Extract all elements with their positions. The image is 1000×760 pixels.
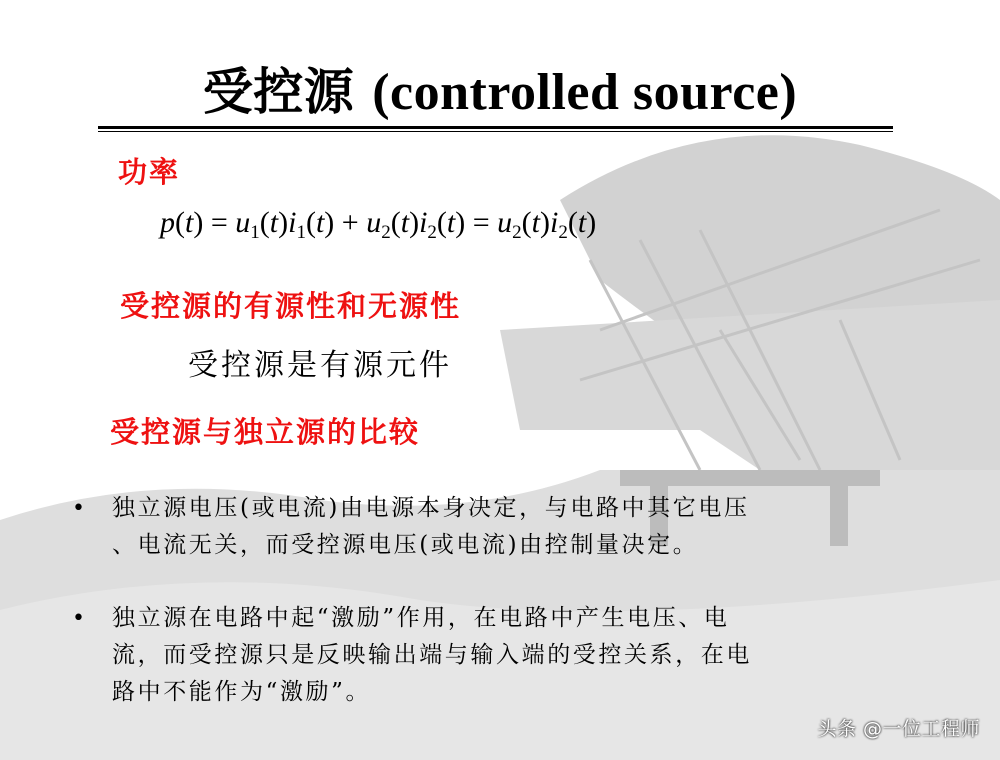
bullet-independent-source (112, 490, 952, 564)
bullet-line: 流，而受控源只是反映输出端与输入端的受控关系，在电 (112, 642, 752, 668)
bullet-line: 独立源电压(或电流)由电源本身决定，与电路中其它电压 (112, 495, 750, 521)
heading-power: 功率 (118, 155, 181, 189)
watermark: 头条 @一位工程师 (817, 718, 980, 740)
power-formula: $p(t) = u_1(t)i_1(t) + u_2(t)i_2(t) = u_2(t)i_2(t)$ (160, 206, 597, 243)
bullet-marker: • (72, 606, 85, 631)
slide-title (0, 52, 1000, 124)
heading-comparison: 受控源与独立源的比较 (110, 415, 421, 449)
bullet-line: 、电流无关，而受控源电压(或电流)由控制量决定。 (112, 532, 699, 558)
bullet-excitation (112, 600, 952, 711)
statement-active-element: 受控源是有源元件 (188, 348, 452, 383)
bullet-line: 独立源在电路中起“激励”作用，在电路中产生电压、电 (112, 605, 730, 631)
heading-active-passive: 受控源的有源性和无源性 (120, 289, 462, 323)
title-underline-thin (98, 131, 893, 132)
title-chinese: 受控源 (202, 62, 355, 121)
title-underline (98, 126, 893, 129)
bullet-line: 路中不能作为“激励”。 (112, 679, 372, 705)
bullet-marker: • (72, 496, 85, 521)
title-english: (controlled source) (372, 64, 798, 121)
